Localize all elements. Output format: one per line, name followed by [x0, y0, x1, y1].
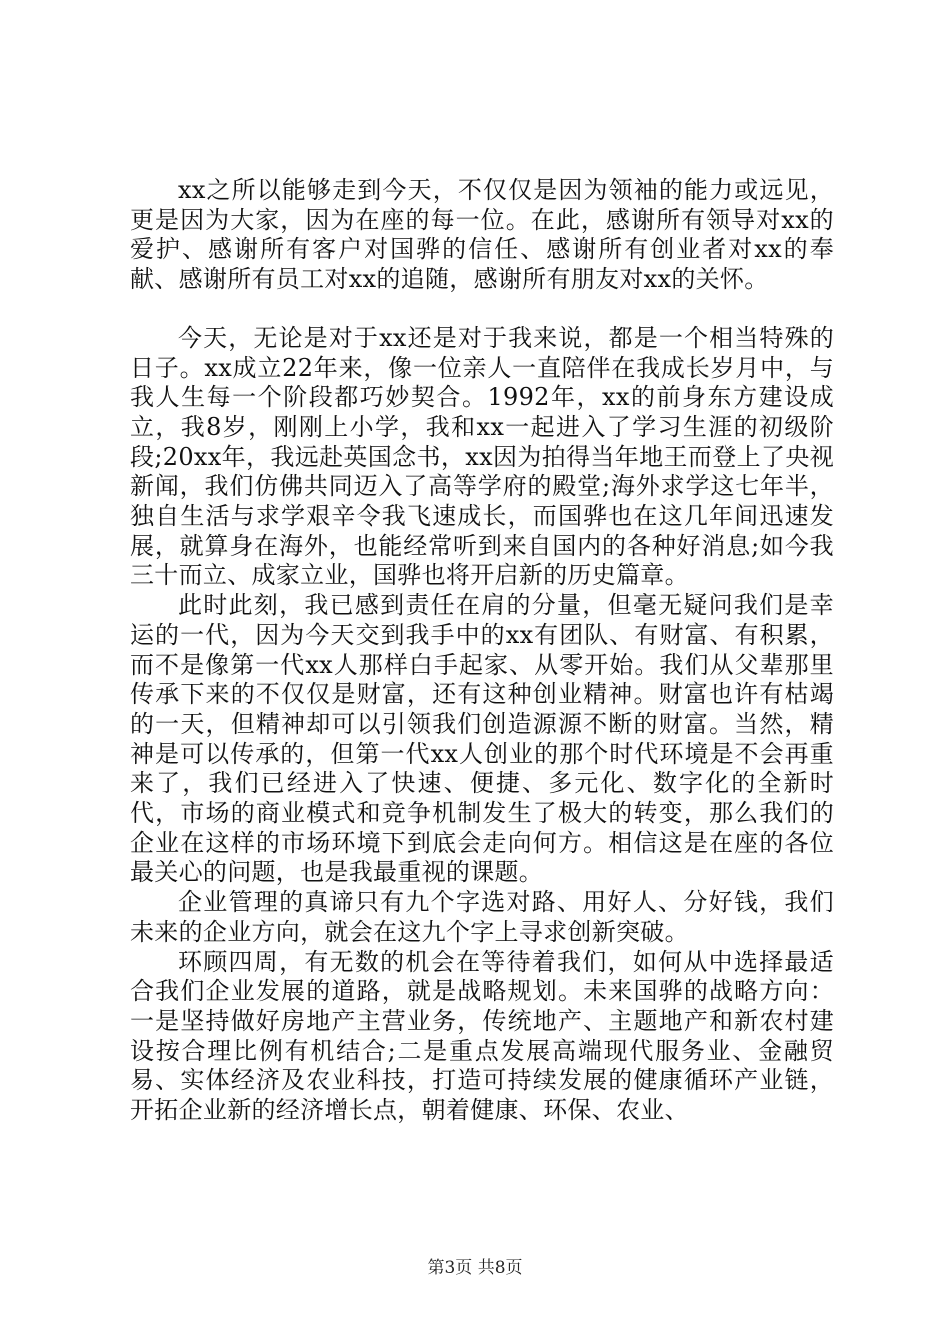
- paragraph-1: xx之所以能够走到今天，不仅仅是因为领袖的能力或远见，更是因为大家，因为在座的每一位。在此，感谢所有领导对xx的爱护、感谢所有客户对国骅的信任、感谢所有创业者对xx的奉献、感谢所有员工对xx的追随，感谢所有朋友对xx的关怀。: [130, 176, 834, 294]
- paragraph-2: 今天，无论是对于xx还是对于我来说，都是一个相当特殊的日子。xx成立22年来，像一位亲人一直陪伴在我成长岁月中，与我人生每一个阶段都巧妙契合。1992年，xx的前身东方建设成立，我8岁，刚刚上小学，我和xx一起进入了学习生涯的初级阶段;20xx年，我远赴英国念书，xx因为拍得当年地王而登上了央视新闻，我们仿佛共同迈入了高等学府的殿堂;海外求学这七年半，独自生活与求学艰辛令我飞速成长，而国骅也在这几年间迅速发展，就算身在海外，也能经常听到来自国内的各种好消息;如今我三十而立、成家立业，国骅也将开启新的历史篇章。: [130, 323, 834, 590]
- page-number-footer: 第3页 共8页: [427, 1258, 523, 1278]
- document-body: [130, 176, 834, 1126]
- paragraph-5: 环顾四周，有无数的机会在等待着我们，如何从中选择最适合我们企业发展的道路，就是战略规划。未来国骅的战略方向：一是坚持做好房地产主营业务，传统地产、主题地产和新农村建设按合理比例有机结合;二是重点发展高端现代服务业、金融贸易、实体经济及农业科技，打造可持续发展的健康循环产业链，开拓企业新的经济增长点，朝着健康、环保、农业、: [130, 947, 834, 1125]
- paragraph-3: 此时此刻，我已感到责任在肩的分量，但毫无疑问我们是幸运的一代，因为今天交到我手中的xx有团队、有财富、有积累，而不是像第一代xx人那样白手起家、从零开始。我们从父辈那里传承下来的不仅仅是财富，还有这种创业精神。财富也许有枯竭的一天，但精神却可以引领我们创造源源不断的财富。当然，精神是可以传承的，但第一代xx人创业的那个时代环境是不会再重来了，我们已经进入了快速、便捷、多元化、数字化的全新时代，市场的商业模式和竞争机制发生了极大的转变，那么我们的企业在这样的市场环境下到底会走向何方。相信这是在座的各位最关心的问题，也是我最重视的课题。: [130, 591, 834, 887]
- paragraph-4: 企业管理的真谛只有九个字选对路、用好人、分好钱，我们未来的企业方向，就会在这九个字上寻求创新突破。: [130, 888, 834, 946]
